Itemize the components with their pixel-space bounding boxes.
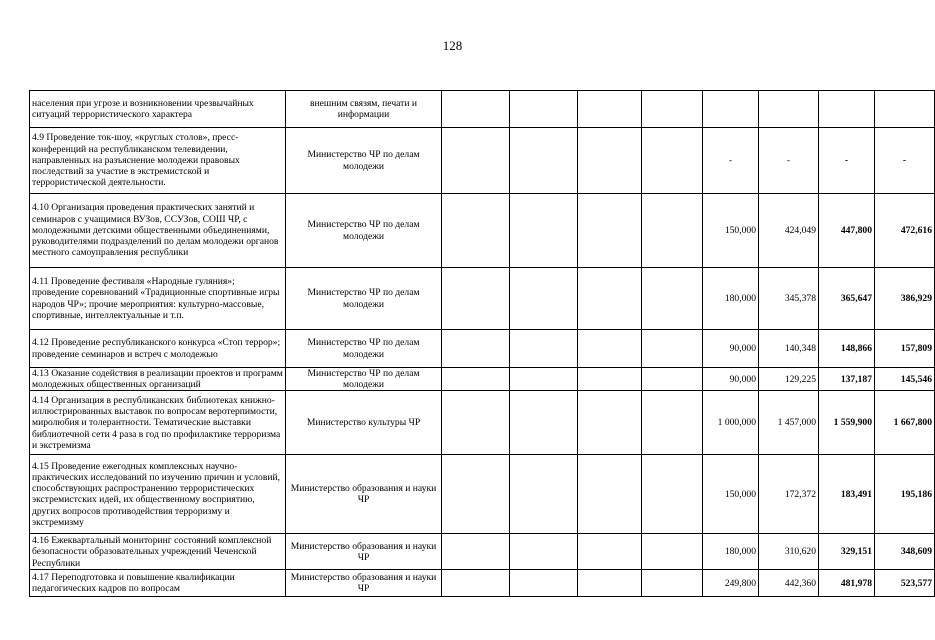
empty-cell — [642, 268, 703, 330]
value-2018-cell: - — [759, 128, 819, 194]
value-2018-cell: 442,360 — [759, 570, 819, 597]
empty-cell — [642, 330, 703, 368]
executor-cell: Министерство ЧР по делам молодежи — [286, 128, 442, 194]
value-2019-cell: 137,187 — [819, 368, 875, 391]
table-row — [30, 330, 935, 368]
executor-cell: Министерство образования и науки ЧР — [286, 534, 442, 570]
value-2020-cell: 145,546 — [875, 368, 935, 391]
value-2020-cell: 472,616 — [875, 194, 935, 268]
executor-cell: Министерство образования и науки ЧР — [286, 570, 442, 597]
empty-cell — [642, 391, 703, 455]
value-2019-cell: 447,800 — [819, 194, 875, 268]
value-2017-cell: 180,000 — [703, 534, 759, 570]
empty-cell — [578, 534, 642, 570]
empty-cell — [442, 330, 510, 368]
table-row — [30, 268, 935, 330]
table-row — [30, 128, 935, 194]
empty-cell — [642, 194, 703, 268]
executor-cell: Министерство ЧР по делам молодежи — [286, 368, 442, 391]
empty-cell — [510, 268, 578, 330]
executor-cell: внешним связям, печати и информации — [286, 91, 442, 128]
value-2020-cell: 1 667,800 — [875, 391, 935, 455]
table-row — [30, 534, 935, 570]
program-table — [29, 90, 935, 597]
value-2019-cell: 183,491 — [819, 455, 875, 534]
empty-cell — [442, 455, 510, 534]
table-row — [30, 368, 935, 391]
value-2017-cell: 1 000,000 — [703, 391, 759, 455]
value-2018-cell: 129,225 — [759, 368, 819, 391]
value-2020-cell: - — [875, 128, 935, 194]
value-2019-cell: 1 559,900 — [819, 391, 875, 455]
empty-cell — [510, 455, 578, 534]
executor-cell: Министерство образования и науки ЧР — [286, 455, 442, 534]
value-2017-cell: 150,000 — [703, 455, 759, 534]
empty-cell — [510, 128, 578, 194]
empty-cell — [510, 330, 578, 368]
empty-cell — [510, 368, 578, 391]
activity-cell: 4.9 Проведение ток-шоу, «круглых столов», пресс-конференций на республиканском телевидении, направленных на разъяснение молодежи правовых последствий за участие в экстремистской и террористической деятельности. — [30, 128, 286, 194]
empty-cell — [578, 91, 642, 128]
value-2017-cell: 150,000 — [703, 194, 759, 268]
value-2018-cell: 140,348 — [759, 330, 819, 368]
activity-cell: 4.13 Оказание содействия в реализации проектов и программ молодежных общественных организаций — [30, 368, 286, 391]
value-2019-cell: - — [819, 128, 875, 194]
value-2017-cell: 249,800 — [703, 570, 759, 597]
empty-cell — [642, 534, 703, 570]
empty-cell — [510, 570, 578, 597]
value-2017-cell: 180,000 — [703, 268, 759, 330]
activity-cell: 4.14 Организация в республиканских библиотеках книжно-иллюстрированных выставок по вопросам веротерпимости, миролюбия и толерантности. Тематические выставки библиотечной сети 4 раза в год по профилактике терроризма и экстремизма — [30, 391, 286, 455]
value-2020-cell: 195,186 — [875, 455, 935, 534]
value-2018-cell: 310,620 — [759, 534, 819, 570]
empty-cell — [578, 368, 642, 391]
executor-cell: Министерство ЧР по делам молодежи — [286, 268, 442, 330]
activity-cell: населения при угрозе и возникновении чрезвычайных ситуаций террористического характера — [30, 91, 286, 128]
value-2020-cell: 523,577 — [875, 570, 935, 597]
executor-cell: Министерство ЧР по делам молодежи — [286, 194, 442, 268]
empty-cell — [642, 368, 703, 391]
value-2020-cell — [875, 91, 935, 128]
empty-cell — [510, 194, 578, 268]
value-2019-cell: 365,647 — [819, 268, 875, 330]
table-row — [30, 194, 935, 268]
value-2017-cell: 90,000 — [703, 330, 759, 368]
empty-cell — [510, 391, 578, 455]
empty-cell — [442, 391, 510, 455]
executor-cell: Министерство культуры ЧР — [286, 391, 442, 455]
value-2018-cell: 424,049 — [759, 194, 819, 268]
empty-cell — [578, 194, 642, 268]
empty-cell — [578, 570, 642, 597]
value-2018-cell: 345,378 — [759, 268, 819, 330]
activity-cell: 4.11 Проведение фестиваля «Народные гуляния»; проведение соревнований «Традиционные спортивные игры народов ЧР»; прочие мероприятия: культурно-массовые, спортивные, интеллектуальные и т.п. — [30, 268, 286, 330]
page-number: 128 — [442, 38, 463, 53]
empty-cell — [642, 570, 703, 597]
empty-cell — [578, 268, 642, 330]
value-2019-cell: 329,151 — [819, 534, 875, 570]
executor-cell: Министерство ЧР по делам молодежи — [286, 330, 442, 368]
activity-cell: 4.12 Проведение республиканского конкурса «Стоп террор»; проведение семинаров и встреч с молодежью — [30, 330, 286, 368]
value-2018-cell: 172,372 — [759, 455, 819, 534]
empty-cell — [442, 128, 510, 194]
empty-cell — [578, 455, 642, 534]
activity-cell: 4.15 Проведение ежегодных комплексных научно-практических исследований по изучению причин и условий, способствующих распространению террористических экстремистских идей, их общественному восприятию, других вопросов противодействия терроризму и экстремизму — [30, 455, 286, 534]
value-2019-cell: 148,866 — [819, 330, 875, 368]
table-row — [30, 391, 935, 455]
value-2020-cell: 157,809 — [875, 330, 935, 368]
value-2017-cell — [703, 91, 759, 128]
empty-cell — [642, 128, 703, 194]
activity-cell: 4.17 Переподготовка и повышение квалификации педагогических кадров по вопросам — [30, 570, 286, 597]
value-2019-cell: 481,978 — [819, 570, 875, 597]
activity-cell: 4.10 Организация проведения практических занятий и семинаров с учащимися ВУЗов, ССУЗов, СОШ ЧР, с молодежными детскими общественными объединениями, руководителями подразделений по делам молодежи органов местного самоуправления республики — [30, 194, 286, 268]
empty-cell — [578, 128, 642, 194]
empty-cell — [442, 194, 510, 268]
activity-cell: 4.16 Ежеквартальный мониторинг состояний комплексной безопасности образовательных учреждений Чеченской Республики — [30, 534, 286, 570]
value-2017-cell: 90,000 — [703, 368, 759, 391]
empty-cell — [442, 570, 510, 597]
empty-cell — [510, 534, 578, 570]
empty-cell — [442, 268, 510, 330]
table-row — [30, 91, 935, 128]
value-2020-cell: 386,929 — [875, 268, 935, 330]
value-2019-cell — [819, 91, 875, 128]
table-row — [30, 455, 935, 534]
table-row — [30, 570, 935, 597]
value-2017-cell: - — [703, 128, 759, 194]
value-2018-cell — [759, 91, 819, 128]
empty-cell — [442, 368, 510, 391]
empty-cell — [642, 91, 703, 128]
empty-cell — [578, 330, 642, 368]
empty-cell — [642, 455, 703, 534]
value-2018-cell: 1 457,000 — [759, 391, 819, 455]
empty-cell — [578, 391, 642, 455]
empty-cell — [510, 91, 578, 128]
empty-cell — [442, 91, 510, 128]
value-2020-cell: 348,609 — [875, 534, 935, 570]
empty-cell — [442, 534, 510, 570]
